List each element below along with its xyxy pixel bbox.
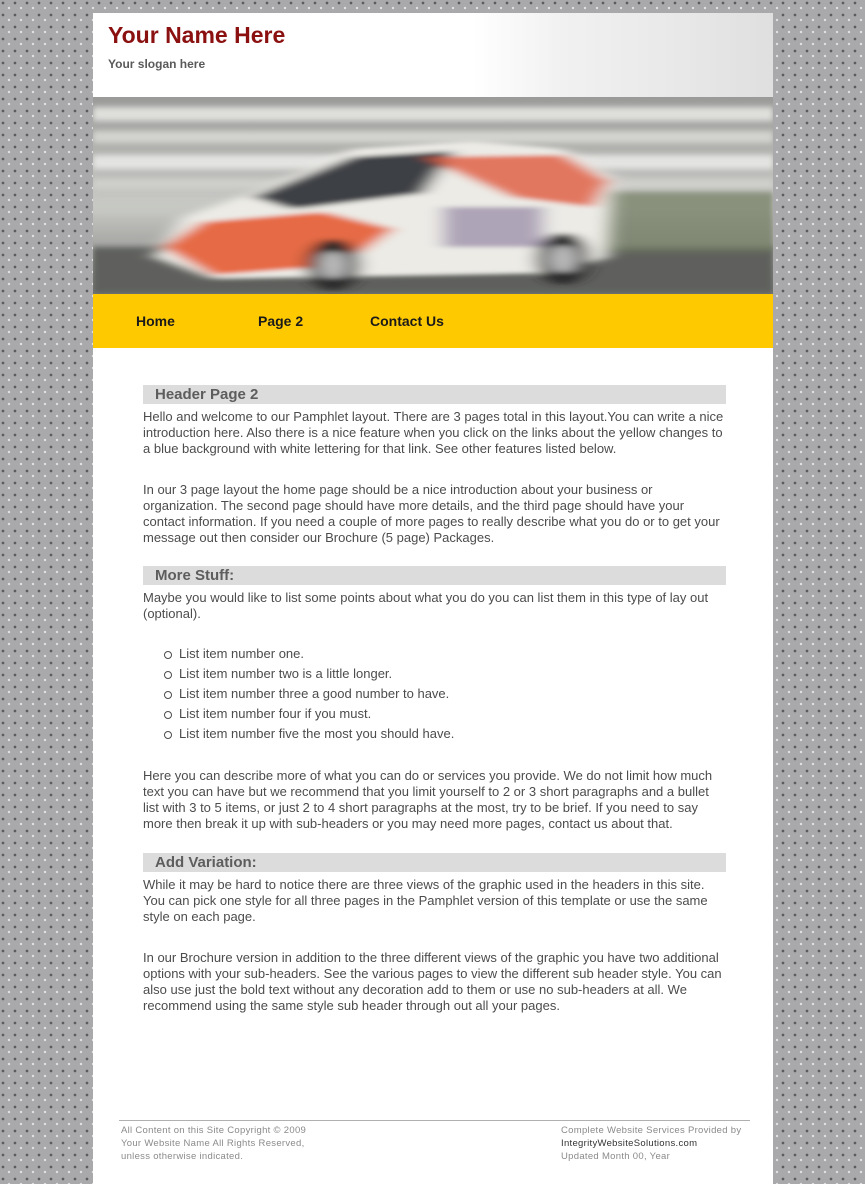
footer-copyright: All Content on this Site Copyright © 2009 Your Website Name All Rights Reserved, unless otherwise indicated. bbox=[121, 1125, 307, 1162]
nav-home[interactable]: Home bbox=[136, 313, 175, 329]
circle-bullet-icon bbox=[164, 711, 172, 719]
circle-bullet-icon bbox=[164, 731, 172, 739]
feature-list bbox=[143, 644, 726, 744]
paragraph: In our Brochure version in addition to the three different views of the graphic you have two additional options with your sub-headers. See the various pages to view the different sub header style. You can also use just the bold text without any decoration add to them or use no sub-headers at all. We recommend using the same style sub header through out all your pages. bbox=[143, 950, 722, 1013]
section-heading: More Stuff: bbox=[143, 566, 726, 585]
paragraph: While it may be hard to notice there are three views of the graphic used in the headers in this site. You can pick one style for all three pages in the Pamphlet version of this template or use the same style on each page. bbox=[143, 877, 708, 924]
list-item: List item number five the most you should have. bbox=[164, 724, 726, 744]
credits-link[interactable]: IntegrityWebsiteSolutions.com bbox=[561, 1138, 698, 1149]
circle-bullet-icon bbox=[164, 651, 172, 659]
main-navigation bbox=[93, 294, 773, 348]
paragraph: Maybe you would like to list some points about what you do you can list them in this type of lay out (optional). bbox=[143, 590, 709, 621]
race-car-photo bbox=[93, 97, 773, 294]
nav-contact-us[interactable]: Contact Us bbox=[370, 313, 444, 329]
paragraph: In our 3 page layout the home page should be a nice introduction about your business or organization. The second page should have more details, and the third page should have your contact information. If you need a couple of more pages to really describe what you do or to get your message out then consider our Brochure (5 page) Packages. bbox=[143, 482, 720, 545]
site-header bbox=[93, 13, 773, 97]
paragraph: Here you can describe more of what you can do or services you provide. We do not limit how much text you can have but we recommend that you limit yourself to 2 or 3 short paragraphs and a bullet list with 3 to 5 items, or just 2 to 4 short paragraphs at the most, try to be brief. If you need to say more then break it up with sub-headers or you may need more pages, contact us about that. bbox=[143, 768, 713, 831]
list-item: List item number four if you must. bbox=[164, 704, 726, 724]
page-container bbox=[93, 13, 773, 1184]
footer-credits: Complete Website Services Provided by IntegrityWebsiteSolutions.com Updated Month 00, Year bbox=[561, 1125, 742, 1162]
main-content bbox=[143, 385, 726, 1014]
section-heading: Add Variation: bbox=[143, 853, 726, 872]
site-title[interactable]: Your Name Here bbox=[108, 22, 286, 48]
footer-divider bbox=[119, 1120, 750, 1121]
list-item: List item number three a good number to have. bbox=[164, 684, 726, 704]
section-heading: Header Page 2 bbox=[143, 385, 726, 404]
header-gradient bbox=[473, 13, 773, 97]
banner-image bbox=[93, 97, 773, 294]
paragraph: Hello and welcome to our Pamphlet layout. There are 3 pages total in this layout.You can write a nice introduction here. Also there is a nice feature when you click on the links about the yellow changes to a blue background with white lettering for that link. See other features listed below. bbox=[143, 409, 724, 456]
list-item: List item number two is a little longer. bbox=[164, 664, 726, 684]
nav-page-2[interactable]: Page 2 bbox=[258, 313, 304, 329]
circle-bullet-icon bbox=[164, 671, 172, 679]
circle-bullet-icon bbox=[164, 691, 172, 699]
list-item: List item number one. bbox=[164, 644, 726, 664]
site-slogan: Your slogan here bbox=[108, 57, 206, 71]
